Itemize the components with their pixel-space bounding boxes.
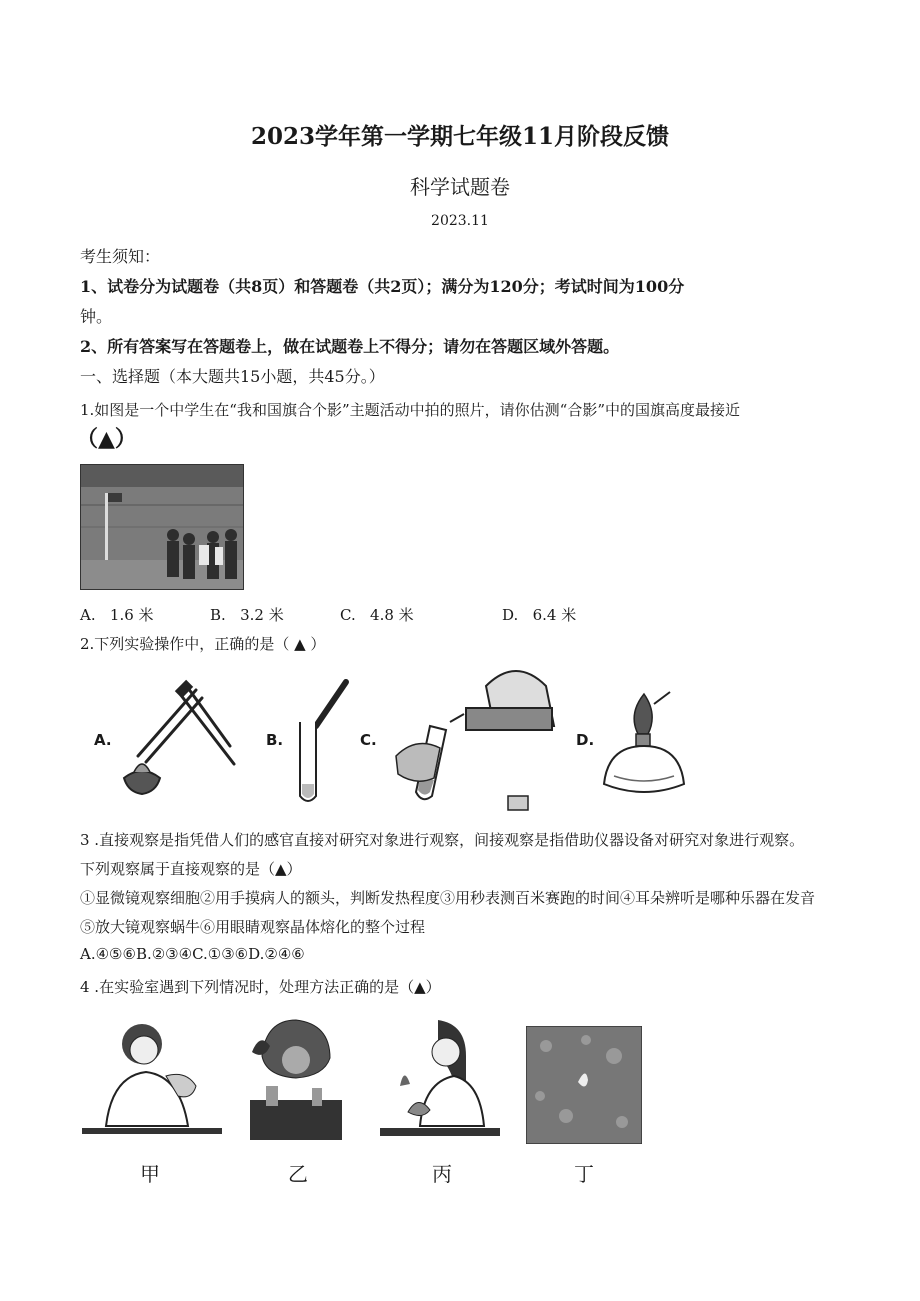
question-3-stem-cont: 下列观察属于直接观察的是（▲）: [80, 860, 302, 878]
q4-figure-yi-hair-fire: [246, 1016, 346, 1146]
notice-item-1: 1、试卷分为试题卷（共8页）和答题卷（共2页）；满分为120分；考试时间为100分: [80, 277, 685, 296]
flag-photo: [80, 464, 244, 590]
q4-caption-jia: 甲: [140, 1162, 160, 1186]
q2-label-c: C.: [360, 731, 377, 749]
q4-caption-yi: 乙: [288, 1162, 308, 1186]
question-3-options: A.④⑤⑥B.②③④C.①③⑥D.②④⑥: [80, 945, 305, 963]
q1-option-c-text: 4.8 米: [370, 606, 414, 624]
q1-option-d-text: 6.4 米: [532, 606, 577, 624]
q1-option-b-text: 3.2 米: [240, 606, 284, 624]
q1-option-a: [80, 604, 154, 625]
q1-option-b: [210, 604, 284, 625]
question-4-stem: 4 .在实验室遇到下列情况时，处理方法正确的是（▲）: [80, 978, 441, 996]
q1-option-d: [502, 604, 576, 625]
q1-option-a-letter: A.: [80, 606, 96, 624]
q4-caption-bing: 丙: [432, 1162, 452, 1186]
question-1-blank: （▲）: [76, 426, 137, 452]
q1-option-b-letter: B.: [210, 606, 226, 624]
q2-label-d: D.: [576, 731, 595, 749]
q4-caption-ding: 丁: [574, 1162, 594, 1186]
question-1-stem: 1.如图是一个中学生在“我和国旗合个影”主题活动中拍的照片，请你估测“合影”中的国旗高度最接近: [80, 401, 740, 419]
question-2-stem: 2.下列实验操作中，正确的是（ ▲ ）: [80, 635, 326, 653]
question-3-stem: 3 .直接观察是指凭借人们的感官直接对研究对象进行观察，间接观察是指借助仪器设备对研究对象进行观察。: [80, 831, 805, 849]
q1-option-a-text: 1.6 米: [109, 606, 154, 624]
notice-heading: 考生须知：: [80, 247, 161, 266]
page-title: 2023学年第一学期七年级11月阶段反馈: [250, 123, 670, 150]
notice-item-2: 2、所有答案写在答题卷上，做在试题卷上不得分；请勿在答题区域外答题。: [80, 337, 620, 356]
flag-photo-drawing: [81, 465, 243, 589]
question-3-items: ①显微镜观察细胞②用手摸病人的额头，判断发热程度③用秒表测百米赛跑的时间④耳朵辨听是哪种乐器在发音: [80, 889, 816, 907]
q2-figure-a-test-tube-clamp: [118, 676, 242, 800]
section-heading: 一、选择题（本大题共15小题，共45分。）: [80, 367, 385, 386]
q2-label-a: A.: [94, 731, 112, 749]
question-3-items-cont: ⑤放大镜观察蜗牛⑥用眼睛观察晶体熔化的整个过程: [80, 918, 426, 936]
q4-figure-ding-spill: [526, 1026, 642, 1144]
q2-figure-b-dropper: [290, 676, 356, 810]
q2-label-b: B.: [266, 731, 284, 749]
q1-option-c-letter: C.: [340, 606, 356, 624]
exam-date: 2023.11: [431, 213, 489, 229]
q1-option-c: [340, 604, 414, 625]
q2-figure-c-pouring-reagent: [394, 656, 564, 816]
q4-figure-jia-student-hands: [82, 1016, 222, 1146]
page-subtitle: 科学试题卷: [410, 175, 510, 199]
q2-figure-d-alcohol-lamp: [598, 684, 688, 804]
q1-option-d-letter: D.: [502, 606, 519, 624]
notice-item-1-cont: 钟。: [80, 307, 113, 326]
q4-figure-bing-lamp-lighting: [380, 1016, 500, 1146]
